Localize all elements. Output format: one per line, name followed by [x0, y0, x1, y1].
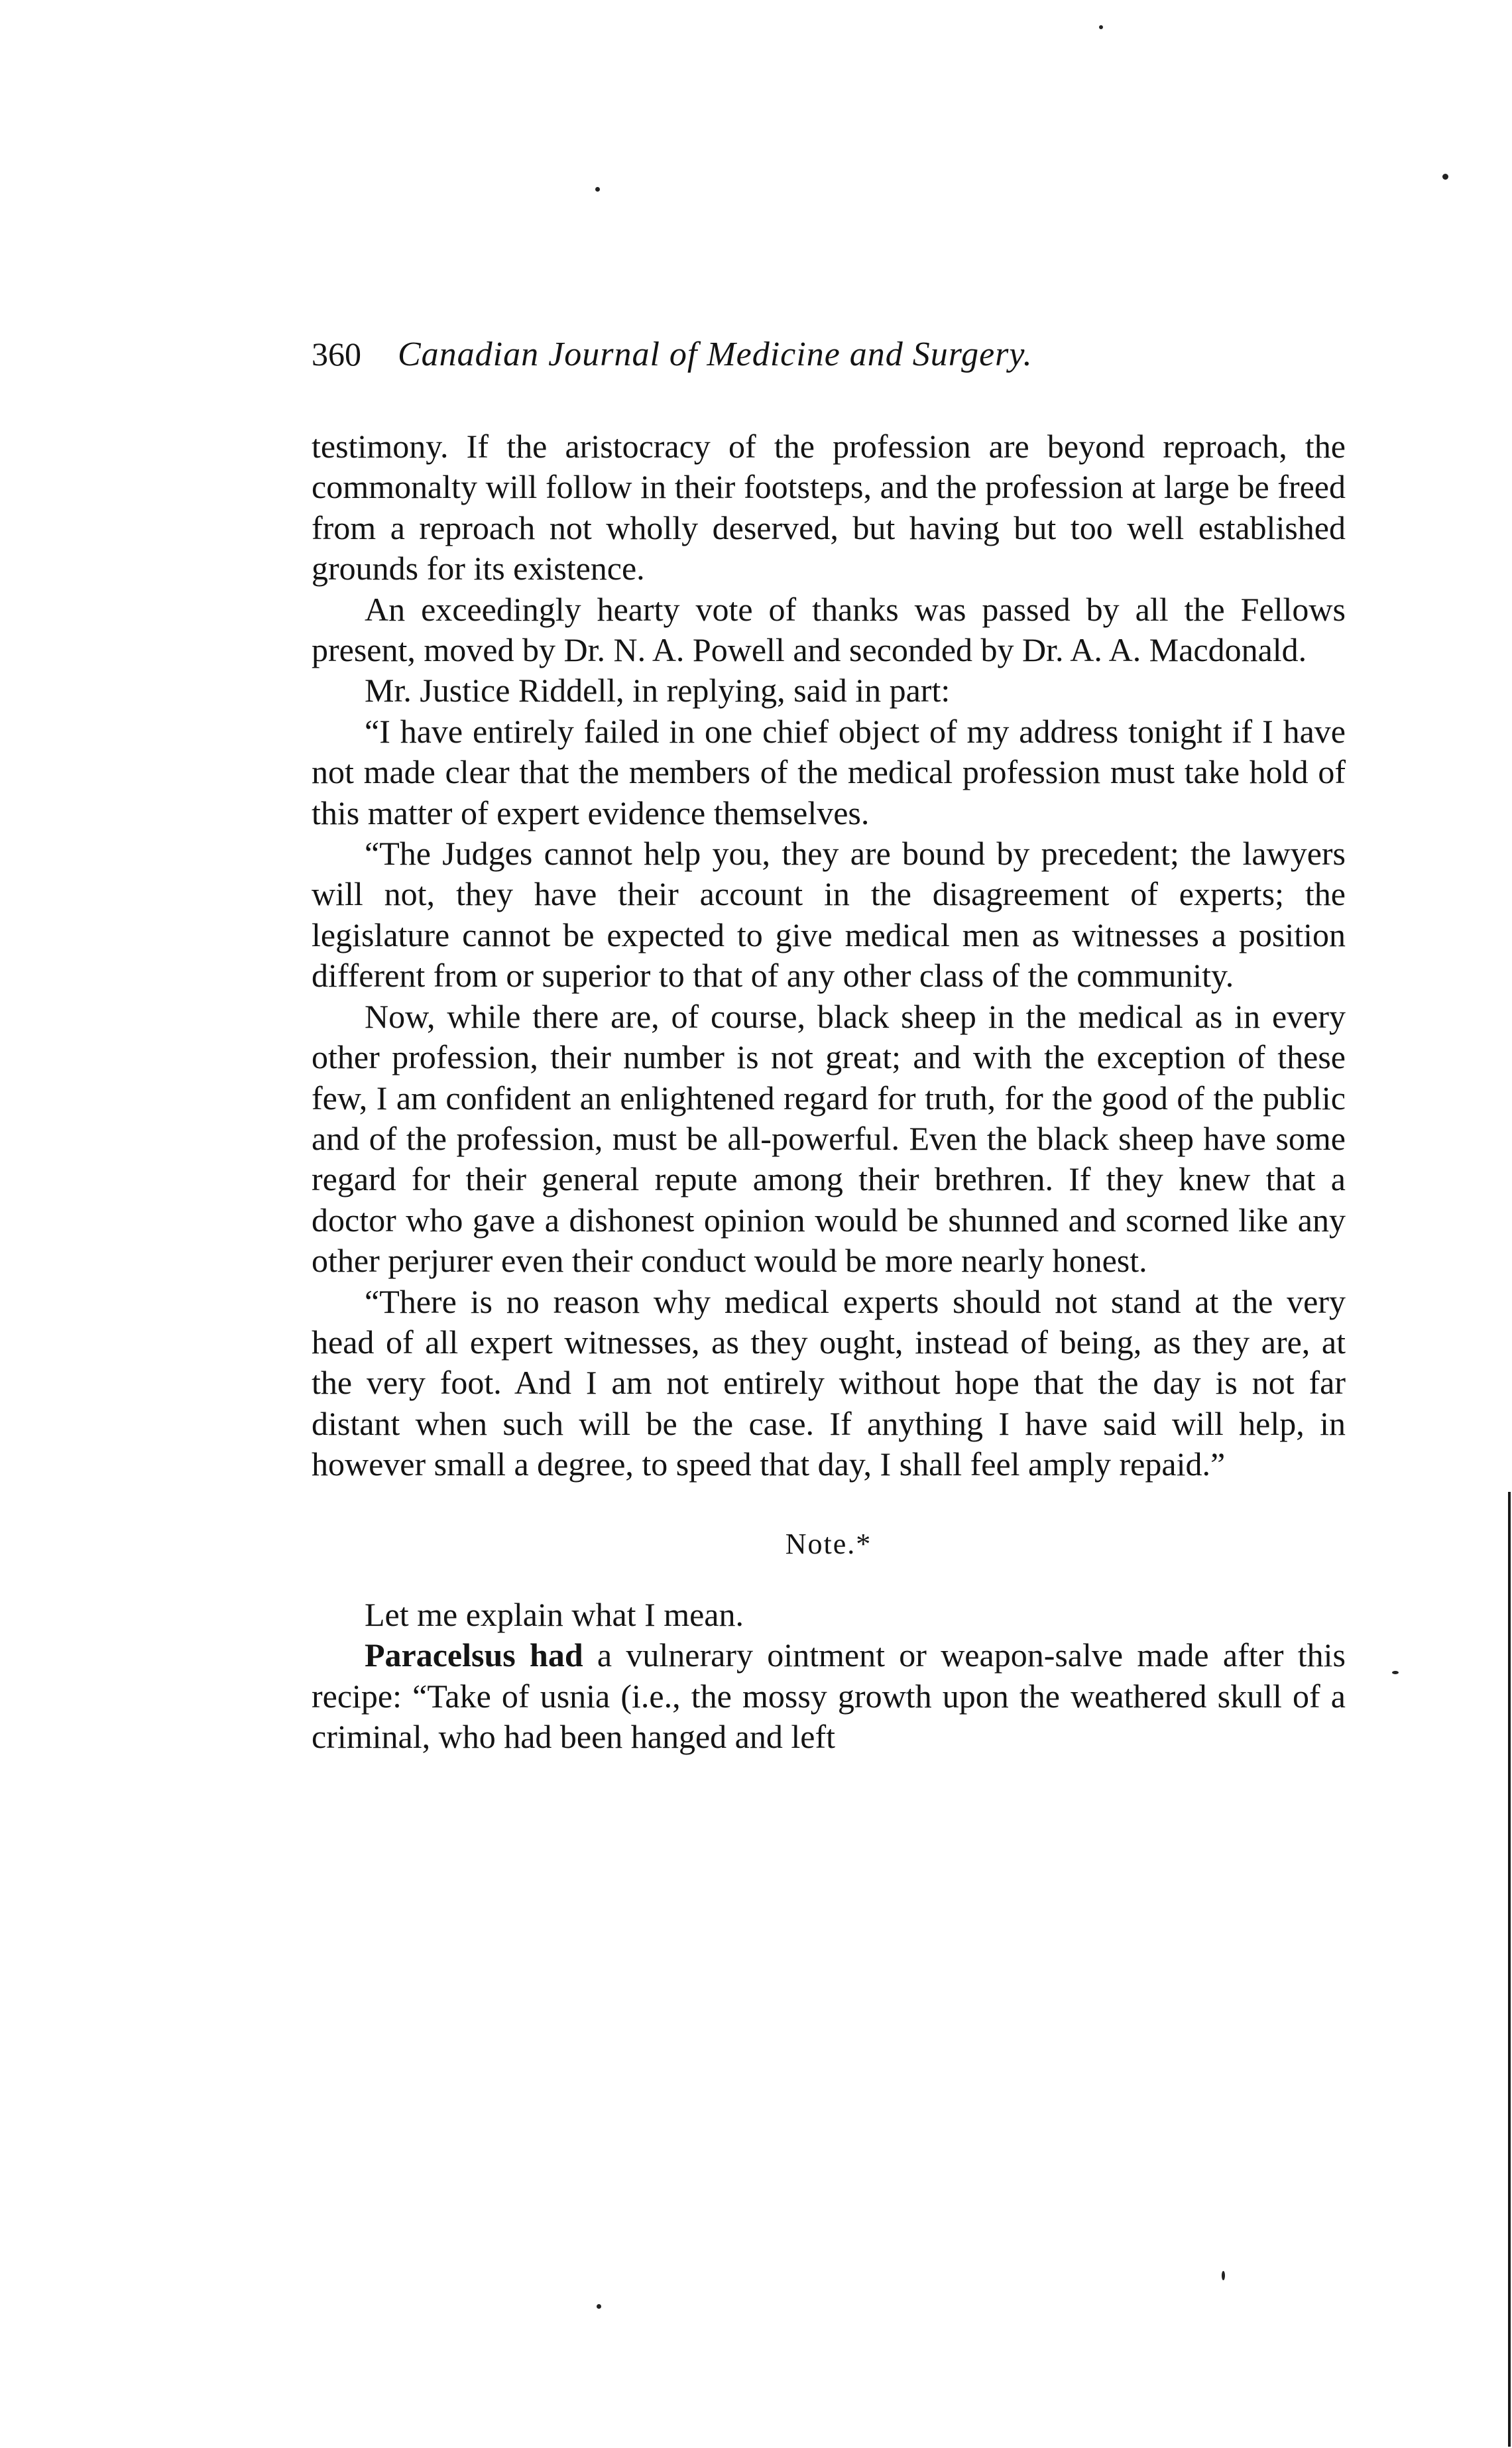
- scan-speck: [1392, 1671, 1399, 1674]
- note-paragraph: [312, 1635, 1346, 1757]
- paragraph: An exceedingly hearty vote of thanks was passed by all the Fellows present, moved by Dr. N. A. Powell and seconded by Dr. A. A. Macdonald.: [312, 590, 1346, 669]
- paragraph: “There is no reason why medical experts should not stand at the very head of all expert witnesses, as they ought, instead of being, as they are, at the very foot. And I am not entirely without hope that the day is not far distant when such will be the case. If anything I have said will help, in however small a degree, to speed that day, I shall feel amply repaid.”: [312, 1282, 1346, 1483]
- journal-title: Canadian Journal of Medicine and Surgery.: [398, 336, 1033, 373]
- scan-speck: [1099, 25, 1103, 29]
- scan-speck: [1222, 2271, 1225, 2280]
- text-column: [312, 335, 1346, 1758]
- paragraph: Mr. Justice Riddell, in replying, said in part:: [365, 672, 951, 709]
- paragraph: testimony. If the aristocracy of the profession are beyond reproach, the commonalty will follow in their footsteps, and the profession at large be freed from a reproach not wholly deserved, but having but too well established grounds for its existence.: [312, 428, 1346, 587]
- scan-speck: [1442, 174, 1448, 180]
- paragraph: Now, while there are, of course, black sheep in the medical as in every other profession, their number is not great; and with the exception of these few, I am confident an enlightened regard for truth, for the good of the public and of the profession, must be all-powerful. Even the black sheep have some regard for their general repute among their brethren. If they knew that a doctor who gave a dishonest opinion would be shunned and scorned like any other perjurer even their conduct would be more nearly honest.: [312, 997, 1346, 1280]
- note-heading: Note.*: [785, 1527, 872, 1560]
- scan-speck: [595, 187, 600, 192]
- paragraph: “The Judges cannot help you, they are bound by precedent; the lawyers will not, they have their account in the disagreement of experts; the legislature cannot be expected to give medical men as witnesses a position different from or superior to that of any other class of the community.: [312, 835, 1346, 995]
- running-head: [312, 335, 1346, 395]
- note-text: a vulnerary ointment or weapon-salve made after this recipe: “Take of usnia (i.e., the mossy growth upon the weathered skull of a criminal, who had been hanged and left: [312, 1636, 1346, 1756]
- scan-speck: [597, 2304, 601, 2309]
- page-number: 360: [312, 336, 361, 373]
- paragraph: “I have entirely failed in one chief object of my address tonight if I have not made clear that the members of the medical profession must take hold of this matter of expert evidence themselves.: [312, 712, 1346, 831]
- article-body: [312, 426, 1346, 1758]
- note-bold-lead: Paracelsus had: [365, 1636, 583, 1674]
- scan-edge-line: [1508, 1492, 1511, 2447]
- note-intro: Let me explain what I mean.: [365, 1595, 744, 1633]
